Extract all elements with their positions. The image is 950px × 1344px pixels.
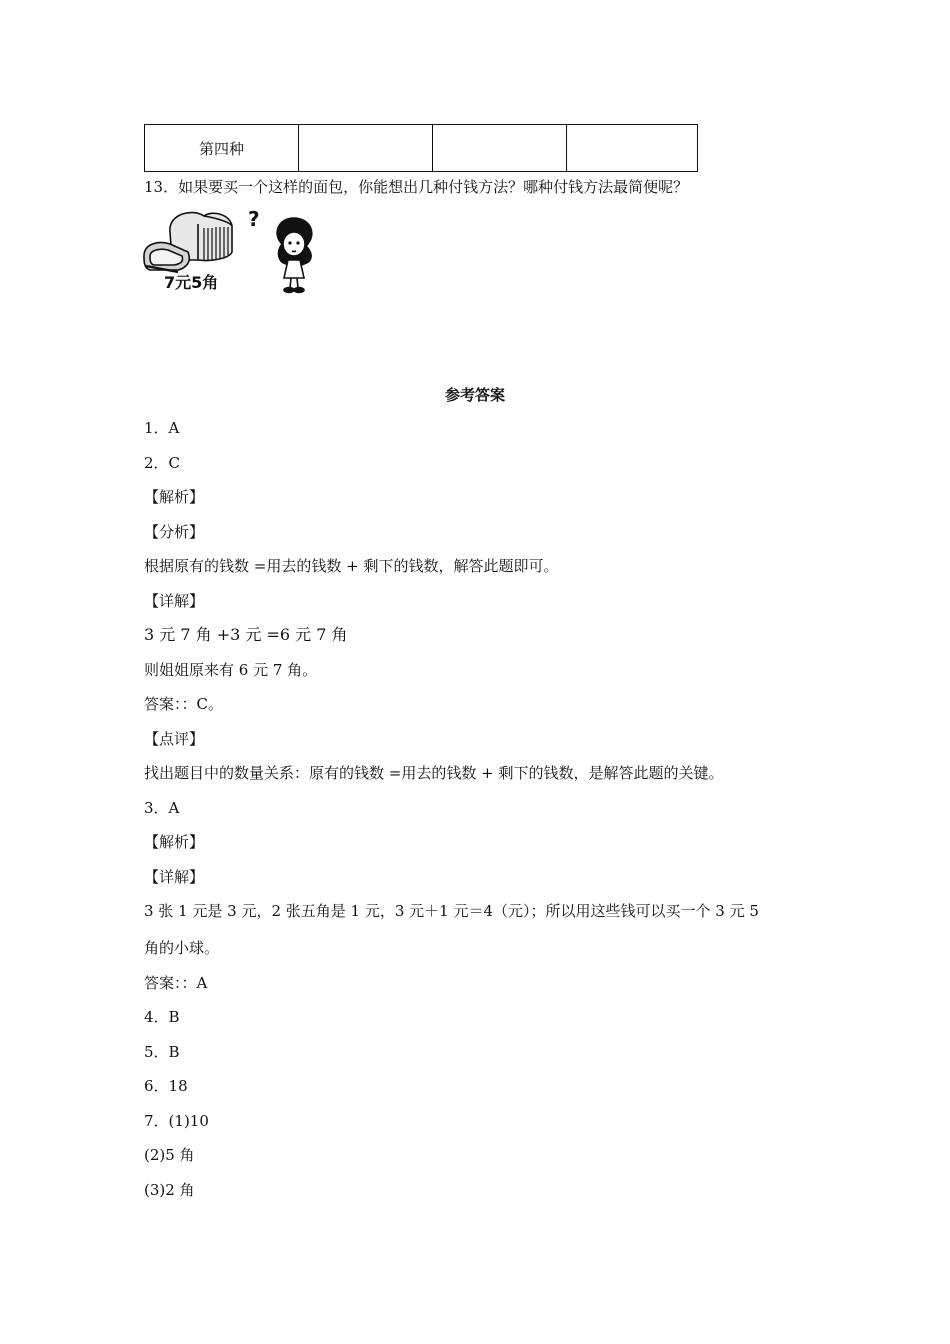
answer-line: 4．B (144, 1008, 180, 1026)
answer-line: 3．A (144, 799, 180, 817)
answer-line: 3 元 7 角 +3 元 =6 元 7 角 (144, 625, 348, 644)
answer-line: 【详解】 (144, 868, 205, 886)
answer-line: 答案：：A (144, 974, 208, 992)
question-mark-icon: ? (248, 207, 260, 231)
answer-line: 5．B (144, 1043, 180, 1061)
answer-line: 答案：：C。 (144, 695, 223, 713)
answer-line: 6．18 (144, 1077, 188, 1095)
payment-methods-table (144, 124, 698, 172)
answer-line: 【详解】 (144, 592, 205, 610)
question-13: 13．如果要买一个这样的面包，你能想出几种付钱方法？哪种付钱方法最简便呢？ (144, 178, 689, 196)
answer-line: 1．A (144, 419, 180, 437)
answer-line: 角的小球。 (144, 939, 220, 957)
answer-line: 【点评】 (144, 730, 205, 748)
girl-icon (277, 218, 312, 292)
empty-cell (433, 125, 567, 172)
price-label: 7元5角 (164, 273, 219, 292)
answer-line: 2．C (144, 454, 181, 472)
table-row (145, 125, 698, 172)
empty-cell (299, 125, 433, 172)
answer-line: (3)2 角 (144, 1181, 195, 1199)
answer-line: 【解析】 (144, 488, 205, 506)
answer-line: 7．(1)10 (144, 1112, 209, 1130)
answer-line: 则姐姐原来有 6 元 7 角。 (144, 661, 318, 679)
bread-girl-illustration (142, 204, 327, 296)
row-label-cell: 第四种 (145, 125, 299, 172)
answer-line: 找出题目中的数量关系：原有的钱数 =用去的钱数 + 剩下的钱数，是解答此题的关键。 (144, 764, 724, 782)
bread-icon (144, 213, 232, 272)
answer-line: 3 张 1 元是 3 元，2 张五角是 1 元，3 元＋1 元＝4（元）；所以用这些钱可以买一个 3 元 5 (144, 902, 759, 920)
answer-line: 【分析】 (144, 523, 205, 541)
empty-cell (567, 125, 698, 172)
answers-heading: 参考答案 (444, 386, 505, 404)
answer-line: (2)5 角 (144, 1146, 195, 1164)
answer-line: 【解析】 (144, 833, 205, 851)
answer-line: 根据原有的钱数 =用去的钱数 + 剩下的钱数，解答此题即可。 (144, 557, 559, 575)
